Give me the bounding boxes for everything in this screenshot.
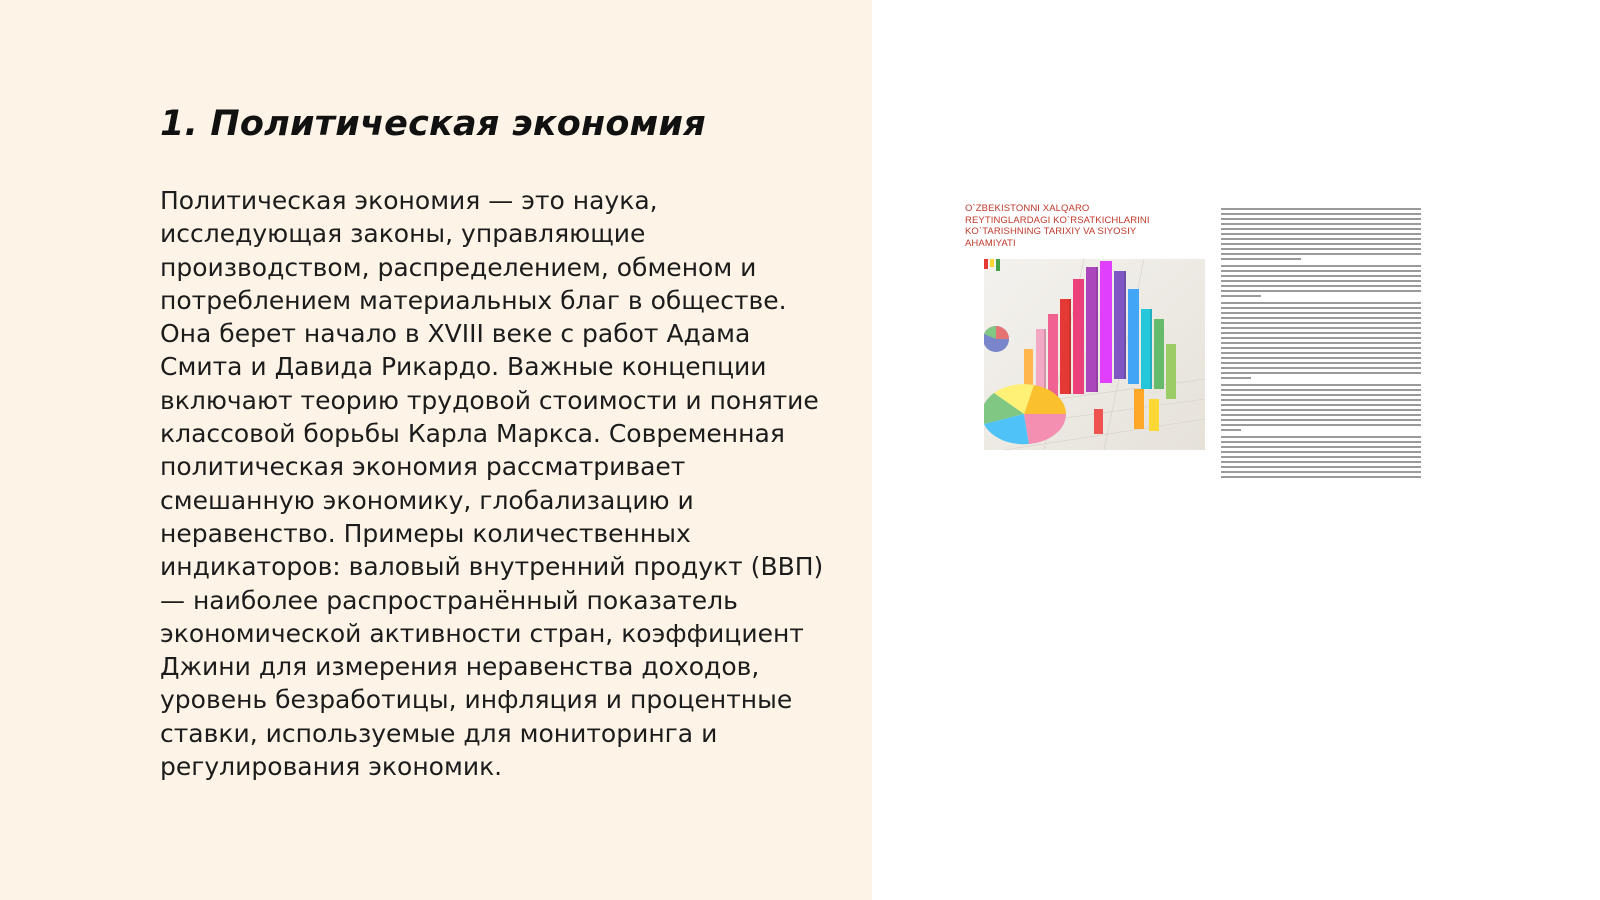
slide-body-text: Политическая экономия — это наука, исследующая законы, управляющие производством, распределением, обменом и потреблением материальных благ в обществе. Она берет начало в XVIII веке с работ Адама Смита и Давида Рикардо. Важные концепции включают теорию трудовой стоимости и понятие классовой борьбы Карла Маркса. Современная политическая экономия рассматривает смешанную экономику, глобализацию и неравенство. Примеры количественных индикаторов: валовый внутренний продукт (ВВП) — наиболее распространённый показатель экономической активности стран, коэффициент Джини для измерения неравенства доходов, уровень безработицы, инфляция и процентные ставки, используемые для мониторинга и регулирования экономик. — [160, 186, 824, 782]
chart-photo-image — [984, 259, 1205, 450]
thumbnail-body-text-lines — [1221, 208, 1421, 484]
thumbnail-heading: O`ZBEKISTONNI XALQARO REYTINGLARDAGI KO`RSATKICHLARINI KO`TARISHNING TARIXIY VA SIYOSIY AHAMIYATI — [965, 203, 1150, 249]
slide-title: 1. Политическая экономия — [160, 104, 706, 144]
article-thumbnail — [962, 200, 1422, 486]
